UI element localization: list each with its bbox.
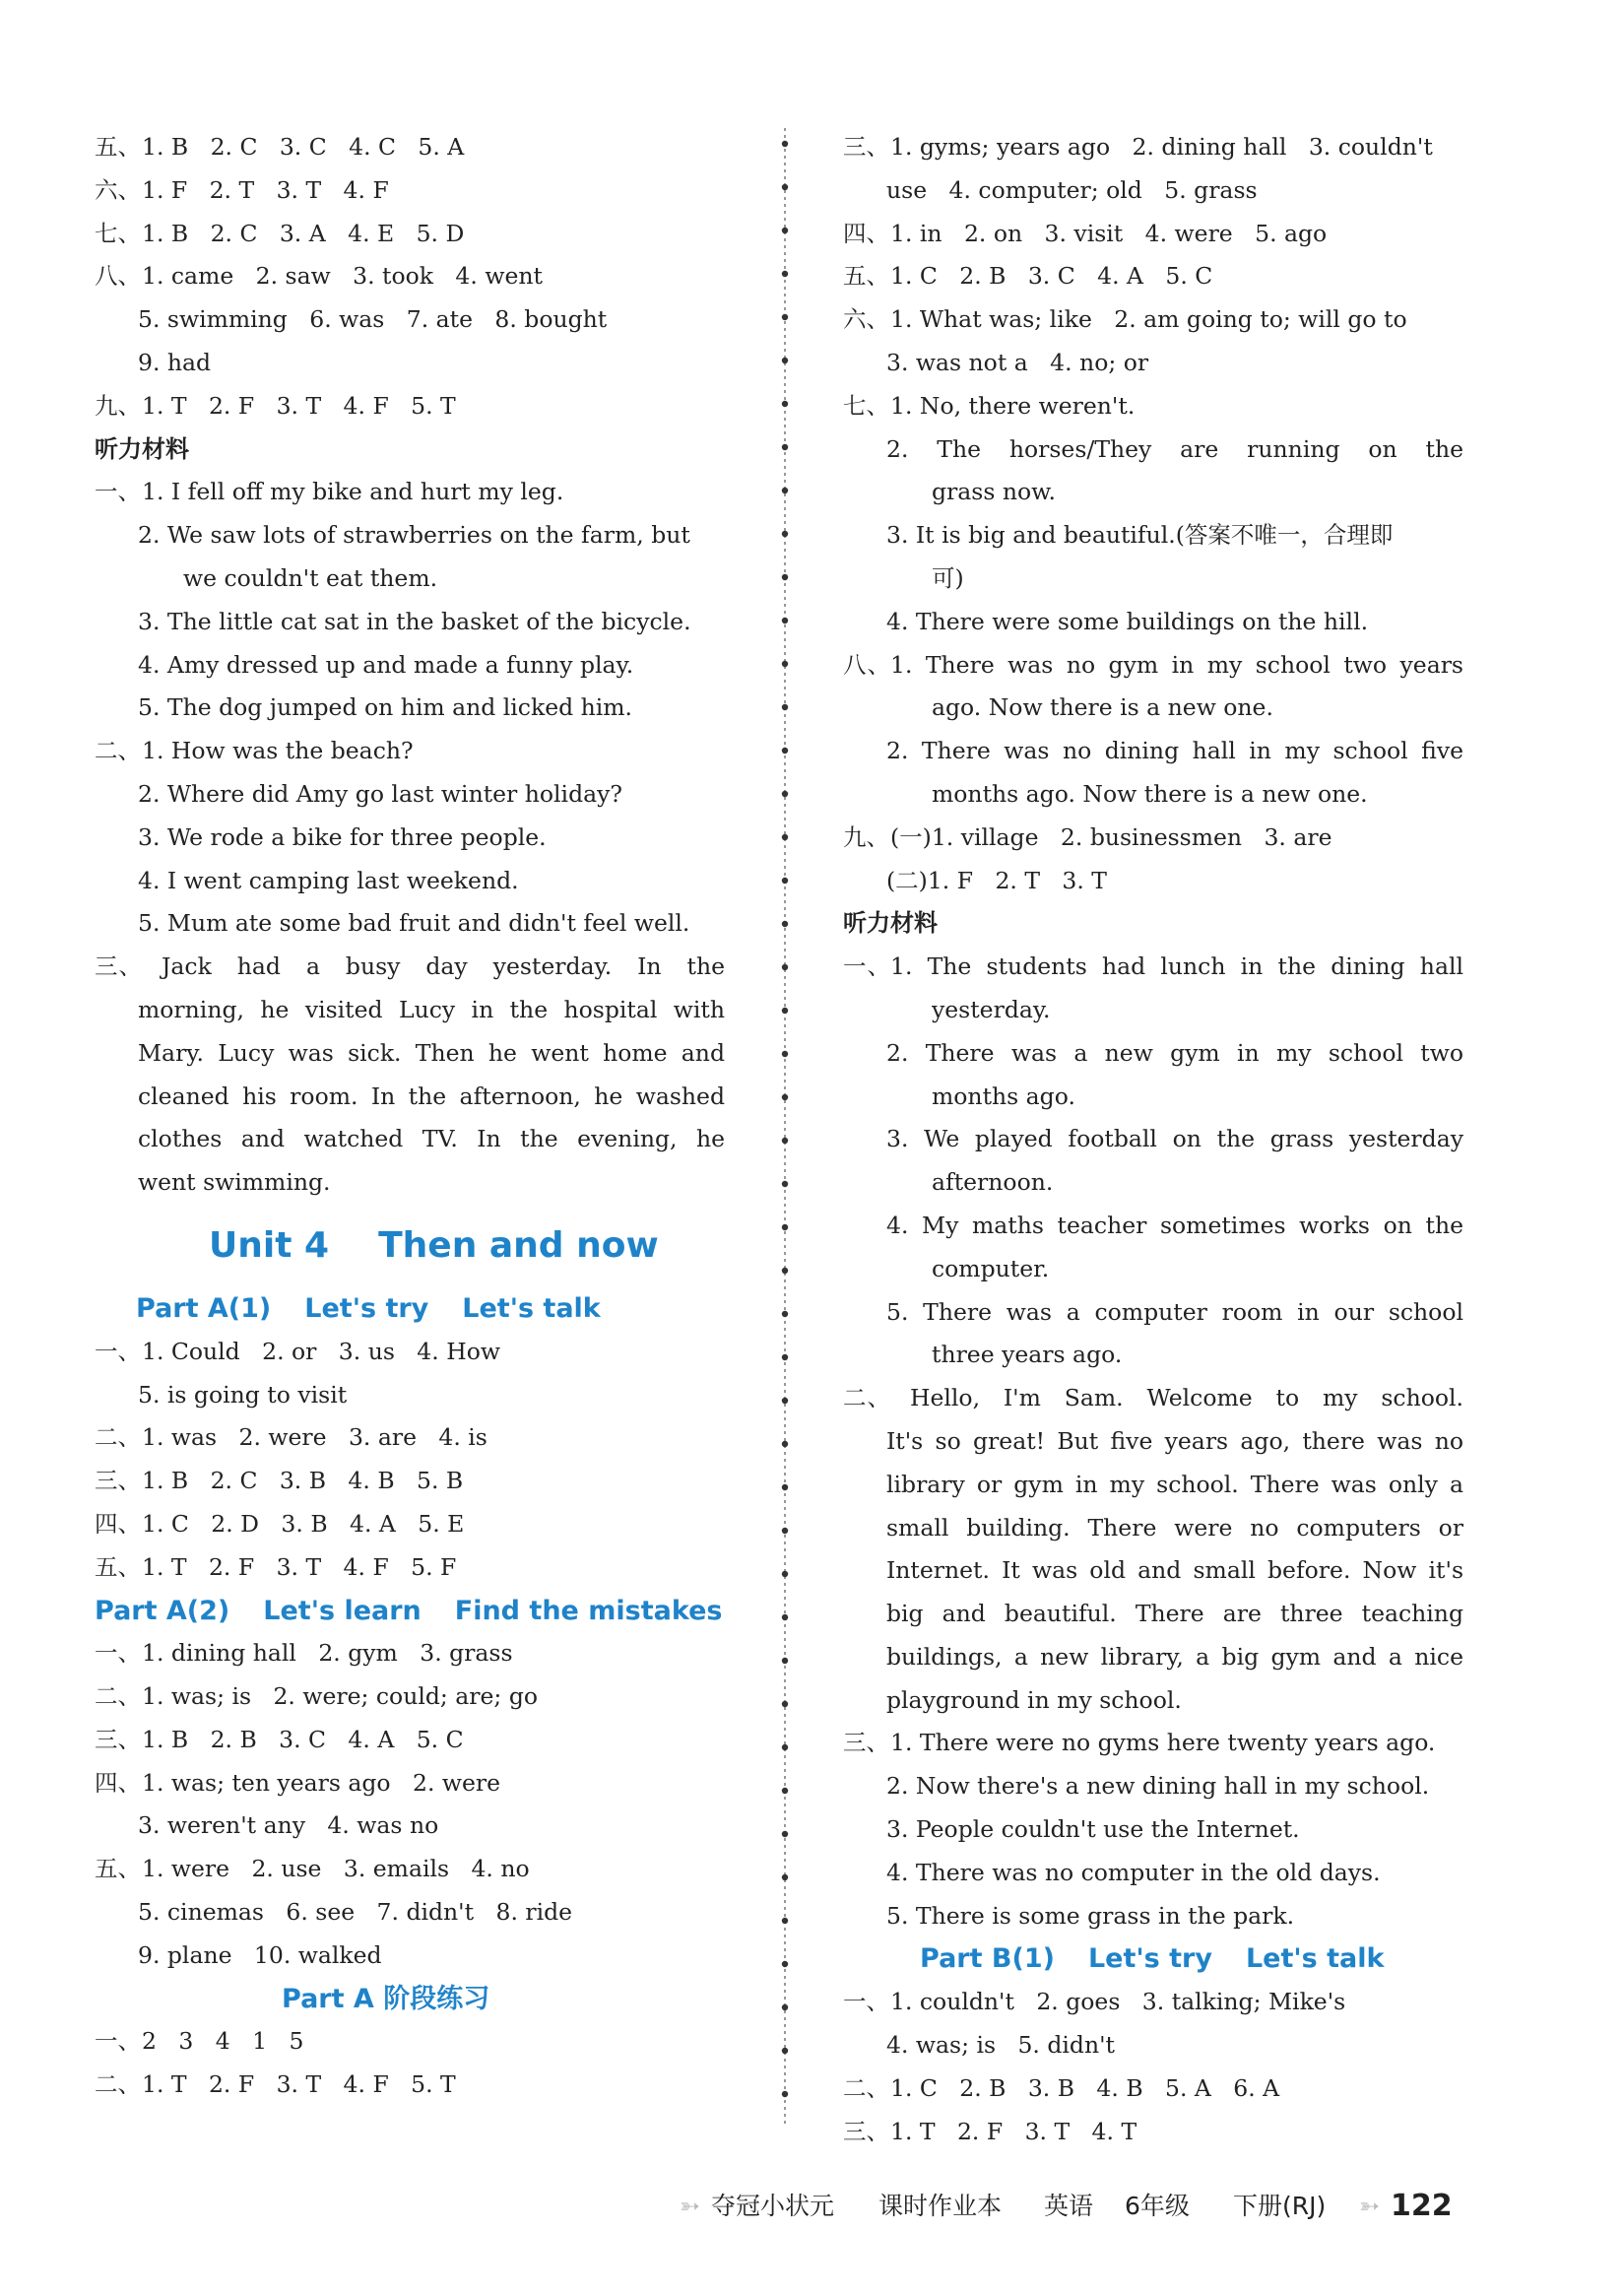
answer-line xyxy=(843,1808,1463,1852)
part-heading-item: Part A(2) xyxy=(95,1595,230,1626)
answer-text: use 4. computer; old 5. grass xyxy=(886,175,1258,204)
part-heading xyxy=(95,1978,725,2021)
answer-text: morning, he visited Lucy in the hospital with xyxy=(138,995,725,1023)
answer-line xyxy=(843,385,1463,428)
answer-text: three years ago. xyxy=(932,1341,1123,1369)
answer-line xyxy=(95,2020,725,2064)
answer-line xyxy=(95,644,725,688)
answer-text: 1. dining hall 2. gym 3. grass xyxy=(142,1639,513,1668)
answer-line xyxy=(843,1248,1463,1291)
answer-line xyxy=(95,1935,725,1978)
answer-text: 9. plane 10. walked xyxy=(138,1940,382,1969)
unit-title: Unit 4 Then and now xyxy=(209,1224,659,1266)
divider-dot xyxy=(782,878,788,884)
item-marker: 四、 xyxy=(95,1509,141,1538)
answer-text: 1. How was the beach? xyxy=(142,737,414,765)
footer-brand: 夺冠小状元 xyxy=(711,2192,835,2220)
answer-line xyxy=(843,601,1463,644)
answer-text: 3. We played football on the grass yesterday xyxy=(886,1125,1463,1153)
answer-line xyxy=(95,385,725,428)
item-marker: 四、 xyxy=(843,219,889,247)
answer-line xyxy=(95,1331,725,1374)
answer-text: 1. There were no gyms here twenty years ago. xyxy=(890,1729,1436,1757)
part-heading-item: Let's try xyxy=(304,1292,429,1324)
answer-text: 2. The horses/They are running on the xyxy=(886,434,1463,463)
answer-line xyxy=(843,644,1463,688)
footer-book: 课时作业本 xyxy=(878,2192,1003,2220)
footer-arrow-right-icon: ➳ xyxy=(1359,2192,1380,2220)
divider-dot xyxy=(782,1658,788,1664)
answer-line xyxy=(843,1291,1463,1335)
answer-line xyxy=(95,1374,725,1417)
divider-dot xyxy=(782,1094,788,1100)
answer-text: 9. had xyxy=(138,348,212,376)
answer-line xyxy=(843,1507,1463,1550)
answer-line xyxy=(95,902,725,946)
answer-text: 1. B 2. C 3. A 4. E 5. D xyxy=(142,219,465,247)
answer-text: we couldn't eat them. xyxy=(183,563,438,592)
answer-line xyxy=(843,471,1463,514)
answer-text: 4. There were some buildings on the hill. xyxy=(886,607,1369,635)
divider-dot xyxy=(782,184,788,190)
divider-dot xyxy=(782,748,788,754)
divider-dot xyxy=(782,2048,788,2054)
section-heading: 听力材料 xyxy=(843,909,938,938)
answer-line xyxy=(95,1460,725,1503)
answer-text: 1. were 2. use 3. emails 4. no xyxy=(142,1855,530,1883)
part-heading-item: Part A(1) xyxy=(136,1292,272,1324)
answer-line xyxy=(95,169,725,213)
divider-dot xyxy=(782,1788,788,1794)
divider-dot xyxy=(782,1918,788,1924)
answer-text: yesterday. xyxy=(932,995,1051,1023)
divider-dot xyxy=(782,1484,788,1490)
divider-dot xyxy=(782,2004,788,2010)
divider-dot xyxy=(782,1961,788,1967)
answer-line xyxy=(843,1076,1463,1119)
answer-text: 3. It is big and beautiful.(答案不唯一，合理即 xyxy=(886,521,1394,550)
answer-text: 1. There was no gym in my school two years xyxy=(890,650,1463,679)
divider-dot xyxy=(782,661,788,667)
answer-text: 2 3 4 1 5 xyxy=(142,2027,304,2056)
item-marker: 五、 xyxy=(95,1552,141,1581)
answer-line xyxy=(843,1161,1463,1205)
item-marker: 三、 xyxy=(95,1467,141,1495)
divider-dot xyxy=(782,1008,788,1014)
answer-text: 2. Where did Amy go last winter holiday? xyxy=(138,779,622,808)
answer-text: 3. The little cat sat in the basket of the bicycle. xyxy=(138,607,691,635)
answer-line xyxy=(843,2067,1463,2111)
answer-line xyxy=(843,730,1463,773)
item-marker: 九、 xyxy=(843,822,889,851)
divider-dot xyxy=(782,791,788,797)
part-heading-item: Let's talk xyxy=(462,1292,601,1324)
item-marker: 二、 xyxy=(95,1682,141,1711)
answer-line xyxy=(843,1722,1463,1765)
answer-text: 4. Amy dressed up and made a funny play. xyxy=(138,650,634,679)
answer-line xyxy=(95,471,725,514)
part-heading-item: Part B(1) xyxy=(920,1943,1055,1975)
item-marker: 二、 xyxy=(843,1384,890,1412)
footer-subject: 英语 xyxy=(1044,2192,1094,2220)
section-heading: 听力材料 xyxy=(95,434,189,463)
divider-dot xyxy=(782,314,788,320)
item-marker: 三、 xyxy=(95,952,142,981)
answer-text: 1. The students had lunch in the dining hall xyxy=(890,952,1463,981)
answer-text: 1. T 2. F 3. T 4. T xyxy=(890,2117,1137,2145)
answer-text: big and beautiful. There are three teaching xyxy=(886,1600,1463,1628)
answer-line xyxy=(843,2024,1463,2067)
answer-text: 1. couldn't 2. goes 3. talking; Mike's xyxy=(890,1988,1346,2016)
answer-line xyxy=(843,817,1463,860)
answer-line xyxy=(95,1804,725,1848)
item-marker: 三、 xyxy=(843,133,889,161)
page-number: 122 xyxy=(1391,2189,1453,2223)
item-marker: 六、 xyxy=(95,175,141,204)
answer-text: 1. was 2. were 3. are 4. is xyxy=(142,1423,487,1452)
answer-line xyxy=(95,213,725,256)
answer-text: 1. F 2. T 3. T 4. F xyxy=(142,175,389,204)
divider-dot xyxy=(782,1138,788,1144)
answer-line xyxy=(95,1675,725,1719)
answer-text: clothes and watched TV. In the evening, he xyxy=(138,1125,725,1153)
answer-text: 3. weren't any 4. was no xyxy=(138,1811,439,1840)
answer-line xyxy=(843,1679,1463,1723)
part-heading-item: Part A 阶段练习 xyxy=(282,1983,490,2014)
answer-line xyxy=(843,1895,1463,1938)
answer-line xyxy=(95,342,725,385)
answer-text: afternoon. xyxy=(932,1168,1054,1197)
answer-text: 1. T 2. F 3. T 4. F 5. T xyxy=(142,2070,456,2099)
answer-text: It's so great! But five years ago, there was no xyxy=(886,1426,1463,1455)
divider-dot xyxy=(782,1528,788,1534)
answer-text: 5. There was a computer room in our school xyxy=(886,1297,1463,1326)
answer-line xyxy=(95,1719,725,1762)
answer-text: 5. cinemas 6. see 7. didn't 8. ride xyxy=(138,1898,573,1927)
answer-text: 4. I went camping last weekend. xyxy=(138,866,519,894)
column-divider-dots xyxy=(781,128,789,2128)
answer-line xyxy=(843,514,1463,558)
answer-line xyxy=(95,601,725,644)
answer-text: 5. Mum ate some bad fruit and didn't feel well. xyxy=(138,909,690,938)
answer-text: 1. C 2. B 3. C 4. A 5. C xyxy=(890,262,1213,291)
answer-line xyxy=(95,1503,725,1546)
answer-text: library or gym in my school. There was only a xyxy=(886,1470,1463,1498)
footer-volume: 下册(RJ) xyxy=(1233,2192,1327,2220)
answer-line xyxy=(843,428,1463,472)
part-heading-item: Find the mistakes xyxy=(454,1595,723,1626)
answer-text: 1. gyms; years ago 2. dining hall 3. couldn't xyxy=(890,133,1433,161)
answer-line xyxy=(95,1076,725,1119)
answer-text: 1. No, there weren't. xyxy=(890,391,1136,420)
divider-dot xyxy=(782,1354,788,1360)
divider-dot xyxy=(782,1268,788,1274)
divider-dot xyxy=(782,1398,788,1404)
answer-text: 1. was; is 2. were; could; are; go xyxy=(142,1682,539,1711)
answer-line xyxy=(843,1981,1463,2024)
page-footer xyxy=(670,2177,1536,2236)
answer-line xyxy=(843,860,1463,903)
answer-line xyxy=(843,1549,1463,1593)
answer-line xyxy=(95,558,725,601)
item-marker: 三、 xyxy=(95,1725,141,1753)
answer-line xyxy=(95,255,725,298)
item-marker: 二、 xyxy=(95,737,141,765)
answer-line xyxy=(843,1852,1463,1895)
divider-dot xyxy=(782,1831,788,1837)
answer-line xyxy=(843,1205,1463,1248)
divider-dot xyxy=(782,921,788,927)
divider-dot xyxy=(782,1874,788,1880)
divider-dot xyxy=(782,488,788,493)
answer-line xyxy=(843,687,1463,730)
answer-line xyxy=(95,298,725,342)
item-marker: 一、 xyxy=(95,478,141,506)
answer-line xyxy=(95,1032,725,1076)
answer-text: 1. B 2. B 3. C 4. A 5. C xyxy=(142,1725,464,1753)
divider-dot xyxy=(782,1311,788,1317)
part-heading-item: Let's learn xyxy=(263,1595,422,1626)
answer-text: (一)1. village 2. businessmen 3. are xyxy=(890,822,1332,851)
answer-text: 4. was; is 5. didn't xyxy=(886,2031,1115,2060)
divider-dot xyxy=(782,228,788,233)
answer-text: Mary. Lucy was sick. Then he went home and xyxy=(138,1038,725,1067)
answer-line xyxy=(843,213,1463,256)
answer-line xyxy=(843,1420,1463,1464)
part-heading xyxy=(843,1937,1463,1981)
item-marker: 一、 xyxy=(843,1988,889,2016)
item-marker: 三、 xyxy=(843,2117,889,2145)
divider-dot xyxy=(782,1224,788,1230)
divider-dot xyxy=(782,141,788,147)
answer-text: Jack had a busy day yesterday. In the xyxy=(162,952,725,981)
answer-line xyxy=(95,126,725,169)
answer-line xyxy=(843,1464,1463,1507)
answer-text: playground in my school. xyxy=(886,1685,1182,1714)
answer-column-left xyxy=(95,126,725,2107)
divider-dot xyxy=(782,1744,788,1750)
item-marker: 五、 xyxy=(95,133,141,161)
divider-dot xyxy=(782,704,788,710)
divider-dot xyxy=(782,1051,788,1057)
answer-text: 2. There was no dining hall in my school five xyxy=(886,737,1463,765)
answer-text: computer. xyxy=(932,1254,1050,1282)
divider-dot xyxy=(782,574,788,580)
answer-line xyxy=(843,298,1463,342)
answer-line xyxy=(95,1546,725,1590)
answer-line xyxy=(95,687,725,730)
answer-text: 2. We saw lots of strawberries on the farm, but xyxy=(138,521,690,550)
item-marker: 三、 xyxy=(843,1729,889,1757)
answer-line xyxy=(843,2111,1463,2154)
item-marker: 六、 xyxy=(843,305,889,334)
divider-dot xyxy=(782,1701,788,1707)
item-marker: 四、 xyxy=(95,1768,141,1797)
answer-text: 3. was not a 4. no; or xyxy=(886,348,1149,376)
item-marker: 五、 xyxy=(843,262,889,291)
answer-text: buildings, a new library, a big gym and a nice xyxy=(886,1642,1463,1671)
part-heading xyxy=(95,1287,725,1331)
divider-dot xyxy=(782,401,788,407)
answer-line xyxy=(95,730,725,773)
divider-dot xyxy=(782,618,788,623)
answer-text: 1. was; ten years ago 2. were xyxy=(142,1768,501,1797)
answer-text: 3. We rode a bike for three people. xyxy=(138,822,547,851)
answer-line xyxy=(95,1632,725,1675)
item-marker: 七、 xyxy=(843,391,889,420)
answer-line xyxy=(843,946,1463,989)
item-marker: 一、 xyxy=(95,1639,141,1668)
answer-text: months ago. Now there is a new one. xyxy=(932,779,1368,808)
answer-text: 1. What was; like 2. am going to; will go to xyxy=(890,305,1407,334)
answer-text: Internet. It was old and small before. Now it's xyxy=(886,1556,1463,1585)
item-marker: 一、 xyxy=(843,952,890,981)
answer-text: ago. Now there is a new one. xyxy=(932,693,1273,722)
answer-line xyxy=(843,1636,1463,1679)
answer-text: months ago. xyxy=(932,1082,1075,1110)
answer-text: small building. There were no computers or xyxy=(886,1513,1463,1542)
answer-line xyxy=(843,1377,1463,1420)
part-heading-item: Let's talk xyxy=(1245,1943,1385,1975)
answer-line xyxy=(95,946,725,989)
item-marker: 七、 xyxy=(95,219,141,247)
answer-line xyxy=(95,2064,725,2107)
footer-grade: 6年级 xyxy=(1125,2192,1190,2220)
item-marker: 一、 xyxy=(95,2027,141,2056)
answer-line xyxy=(95,1416,725,1460)
answer-text: 5. There is some grass in the park. xyxy=(886,1901,1295,1930)
answer-text: 5. The dog jumped on him and licked him. xyxy=(138,693,633,722)
answer-line xyxy=(843,558,1463,601)
item-marker: 九、 xyxy=(95,391,141,420)
item-marker: 一、 xyxy=(95,1337,141,1365)
divider-dot xyxy=(782,531,788,537)
answer-line xyxy=(843,773,1463,817)
answer-line xyxy=(843,1032,1463,1076)
divider-dot xyxy=(782,1571,788,1577)
answer-text: went swimming. xyxy=(138,1168,331,1197)
answer-text: 可) xyxy=(932,563,964,592)
answer-line xyxy=(95,514,725,558)
divider-dot xyxy=(782,2091,788,2097)
item-marker: 二、 xyxy=(843,2073,889,2102)
divider-dot xyxy=(782,271,788,277)
divider-dot xyxy=(782,444,788,450)
answer-line xyxy=(95,1891,725,1935)
answer-text: 1. in 2. on 3. visit 4. were 5. ago xyxy=(890,219,1328,247)
answer-line xyxy=(843,342,1463,385)
part-heading xyxy=(95,1590,725,1633)
answer-text: 5. is going to visit xyxy=(138,1380,348,1409)
divider-dot xyxy=(782,358,788,363)
answer-line xyxy=(95,1848,725,1891)
answer-line xyxy=(95,860,725,903)
footer-arrow-icon: ➳ xyxy=(680,2192,700,2220)
answer-line xyxy=(95,1118,725,1161)
answer-line xyxy=(843,169,1463,213)
answer-text: 4. My maths teacher sometimes works on the xyxy=(886,1211,1463,1239)
answer-text: 1. T 2. F 3. T 4. F 5. F xyxy=(142,1552,457,1581)
answer-text: 2. There was a new gym in my school two xyxy=(886,1038,1463,1067)
answer-text: cleaned his room. In the afternoon, he washed xyxy=(138,1082,725,1110)
item-marker: 八、 xyxy=(843,650,890,679)
answer-text: 1. came 2. saw 3. took 4. went xyxy=(142,262,543,291)
divider-dot xyxy=(782,834,788,840)
answer-text: Hello, I'm Sam. Welcome to my school. xyxy=(910,1384,1463,1412)
answer-line xyxy=(843,1334,1463,1377)
answer-line xyxy=(843,126,1463,169)
answer-line xyxy=(843,1593,1463,1636)
answer-line xyxy=(95,1762,725,1805)
answer-line xyxy=(843,989,1463,1032)
item-marker: 二、 xyxy=(95,1423,141,1452)
answer-text: 1. I fell off my bike and hurt my leg. xyxy=(142,478,564,506)
answer-line xyxy=(843,255,1463,298)
item-marker: 八、 xyxy=(95,262,141,291)
answer-text: 1. Could 2. or 3. us 4. How xyxy=(142,1337,500,1365)
divider-dot xyxy=(782,1614,788,1620)
divider-dot xyxy=(782,964,788,970)
answer-text: 1. B 2. C 3. B 4. B 5. B xyxy=(142,1467,464,1495)
answer-line xyxy=(95,817,725,860)
answer-text: 2. Now there's a new dining hall in my school. xyxy=(886,1772,1430,1801)
answer-text: 3. People couldn't use the Internet. xyxy=(886,1815,1300,1844)
answer-line xyxy=(95,1161,725,1205)
answer-line xyxy=(95,989,725,1032)
answer-text: 5. swimming 6. was 7. ate 8. bought xyxy=(138,305,608,334)
item-marker: 二、 xyxy=(95,2070,141,2099)
answer-line xyxy=(843,1765,1463,1808)
answer-text: 4. There was no computer in the old days. xyxy=(886,1858,1381,1886)
answer-text: 1. C 2. B 3. B 4. B 5. A 6. A xyxy=(890,2073,1280,2102)
answer-text: grass now. xyxy=(932,478,1056,506)
answer-text: 1. T 2. F 3. T 4. F 5. T xyxy=(142,391,456,420)
item-marker: 五、 xyxy=(95,1855,141,1883)
answer-column-right xyxy=(843,126,1463,2153)
answer-text: 1. C 2. D 3. B 4. A 5. E xyxy=(142,1509,465,1538)
answer-text: (二)1. F 2. T 3. T xyxy=(886,866,1107,894)
part-heading-item: Let's try xyxy=(1087,1943,1212,1975)
answer-line xyxy=(843,1118,1463,1161)
answer-text: 1. B 2. C 3. C 4. C 5. A xyxy=(142,133,465,161)
divider-dot xyxy=(782,1181,788,1187)
answer-line xyxy=(95,773,725,817)
divider-dot xyxy=(782,1441,788,1447)
